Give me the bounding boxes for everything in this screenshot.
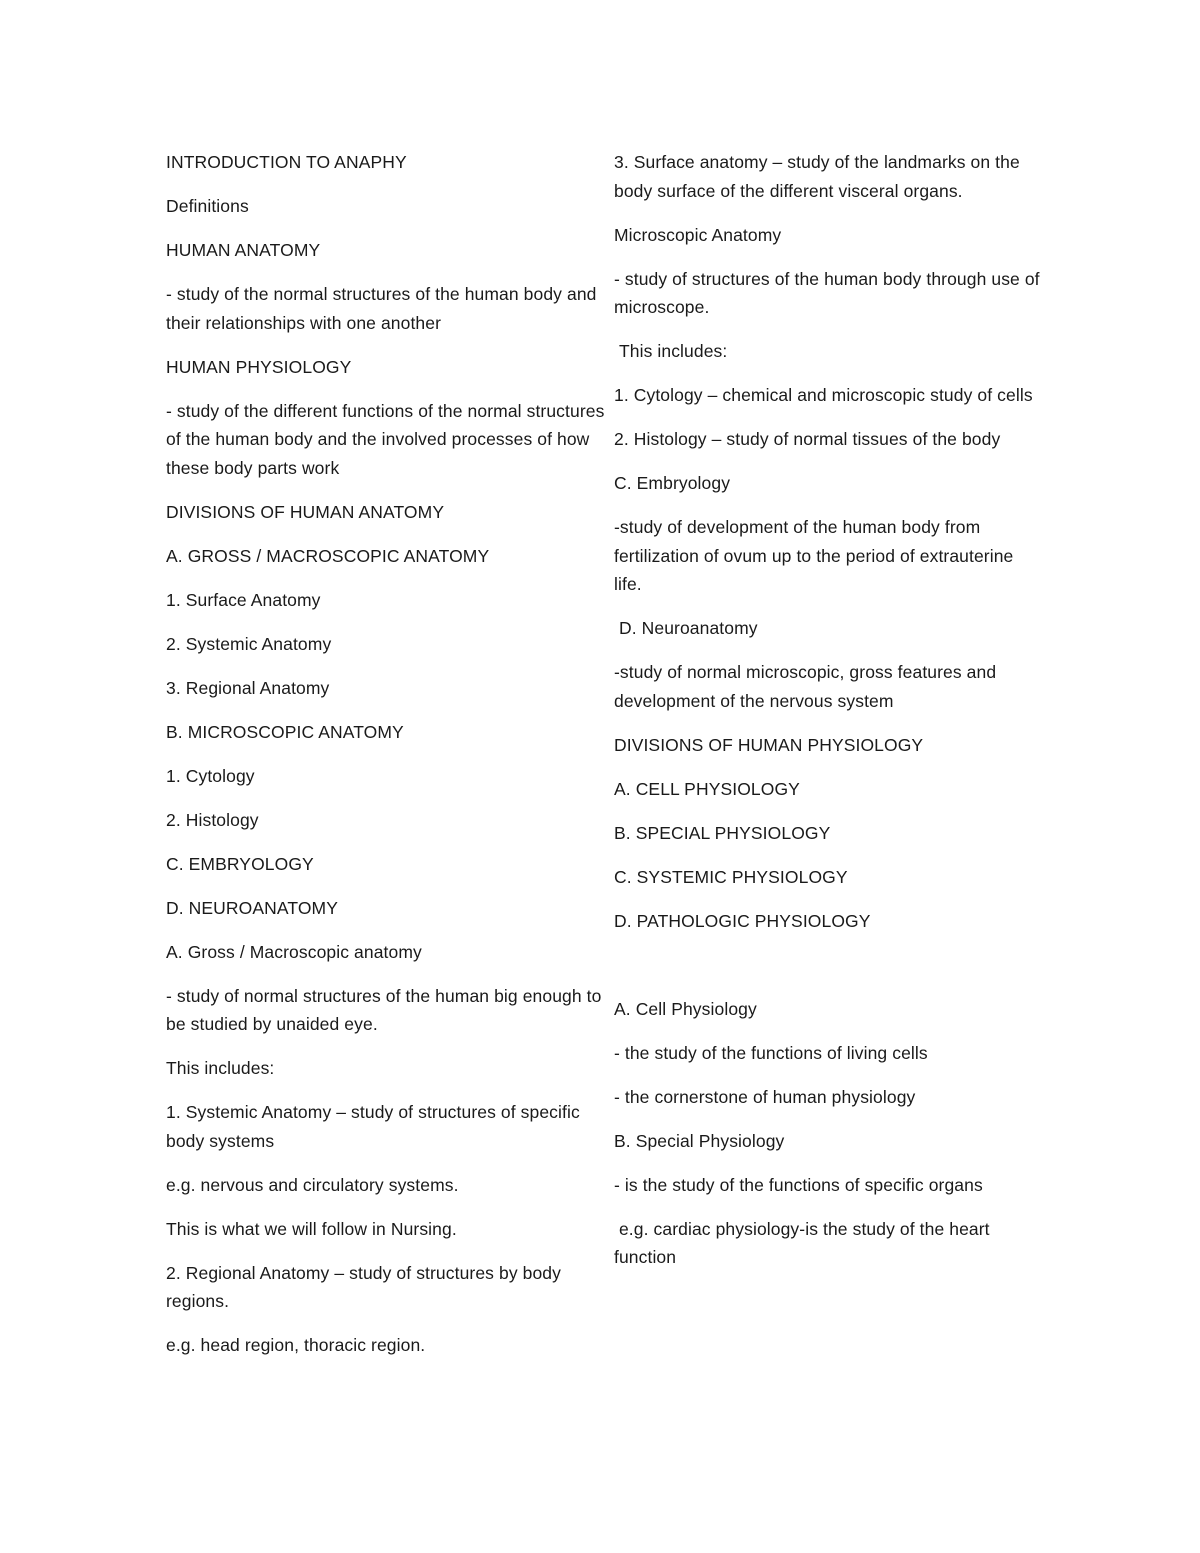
- example-text: e.g. cardiac physiology-is the study of the heart function: [614, 1218, 995, 1267]
- subsection-heading: C. EMBRYOLOGY: [166, 853, 314, 874]
- document-title: INTRODUCTION TO ANAPHY: [166, 152, 407, 172]
- list-item: 3. Regional Anatomy: [166, 677, 330, 698]
- definition-text: -study of development of the human body from fertilization of ovum up to the period of extrauterine life.: [614, 517, 1019, 594]
- list-item: 2. Systemic Anatomy: [166, 633, 332, 654]
- subsection-heading: D. NEUROANATOMY: [166, 897, 338, 918]
- topic-heading: B. Special Physiology: [614, 1130, 785, 1151]
- topic-heading: A. Cell Physiology: [614, 998, 757, 1019]
- definition-text: - is the study of the functions of specific organs: [614, 1174, 983, 1195]
- definition-text: - the cornerstone of human physiology: [614, 1086, 916, 1107]
- blank-spacer: [614, 951, 1044, 995]
- paragraph: This includes:: [614, 341, 728, 361]
- list-item: 1. Cytology: [166, 765, 255, 786]
- list-item: 1. Cytology – chemical and microscopic study of cells: [614, 385, 1033, 405]
- definition-text: - study of structures of the human body through use of microscope.: [614, 268, 1045, 317]
- right-column: [614, 148, 1044, 1287]
- topic-heading: D. Neuroanatomy: [614, 618, 758, 638]
- example-text: e.g. nervous and circulatory systems.: [166, 1174, 459, 1195]
- topic-heading: A. Gross / Macroscopic anatomy: [166, 941, 422, 962]
- topic-heading: C. Embryology: [614, 473, 731, 493]
- subsection-heading: A. CELL PHYSIOLOGY: [614, 778, 800, 799]
- definition-text: - study of the different functions of the normal structures of the human body and the involved processes of how these body parts work: [166, 400, 610, 478]
- paragraph: This includes:: [166, 1058, 275, 1078]
- topic-heading: Microscopic Anatomy: [614, 224, 782, 245]
- subsection-heading: D. PATHOLOGIC PHYSIOLOGY: [614, 910, 871, 931]
- section-heading: DIVISIONS OF HUMAN PHYSIOLOGY: [614, 734, 924, 755]
- list-item: 2. Histology: [166, 809, 259, 830]
- list-item: 2. Histology – study of normal tissues of the body: [614, 429, 1001, 449]
- subsection-heading: B. SPECIAL PHYSIOLOGY: [614, 822, 831, 843]
- definition-text: - the study of the functions of living cells: [614, 1042, 928, 1063]
- paragraph: This is what we will follow in Nursing.: [166, 1218, 457, 1239]
- example-text: e.g. head region, thoracic region.: [166, 1335, 426, 1355]
- term-heading: HUMAN PHYSIOLOGY: [166, 356, 352, 377]
- term-heading: HUMAN ANATOMY: [166, 240, 321, 260]
- subsection-heading: C. SYSTEMIC PHYSIOLOGY: [614, 866, 848, 887]
- list-item: 2. Regional Anatomy – study of structures by body regions.: [166, 1262, 566, 1311]
- section-heading: DIVISIONS OF HUMAN ANATOMY: [166, 501, 445, 522]
- section-heading: Definitions: [166, 196, 249, 216]
- definition-text: -study of normal microscopic, gross features and development of the nervous system: [614, 662, 1002, 711]
- left-column: [166, 148, 608, 1375]
- list-item: 1. Systemic Anatomy – study of structures of specific body systems: [166, 1102, 585, 1151]
- definition-text: - study of normal structures of the human big enough to be studied by unaided eye.: [166, 985, 607, 1034]
- list-item: 1. Surface Anatomy: [166, 589, 321, 610]
- subsection-heading: B. MICROSCOPIC ANATOMY: [166, 721, 404, 742]
- list-item: 3. Surface anatomy – study of the landmarks on the body surface of the different visceral organs.: [614, 152, 1025, 201]
- definition-text: - study of the normal structures of the human body and their relationships with one another: [166, 284, 602, 333]
- subsection-heading: A. GROSS / MACROSCOPIC ANATOMY: [166, 545, 490, 566]
